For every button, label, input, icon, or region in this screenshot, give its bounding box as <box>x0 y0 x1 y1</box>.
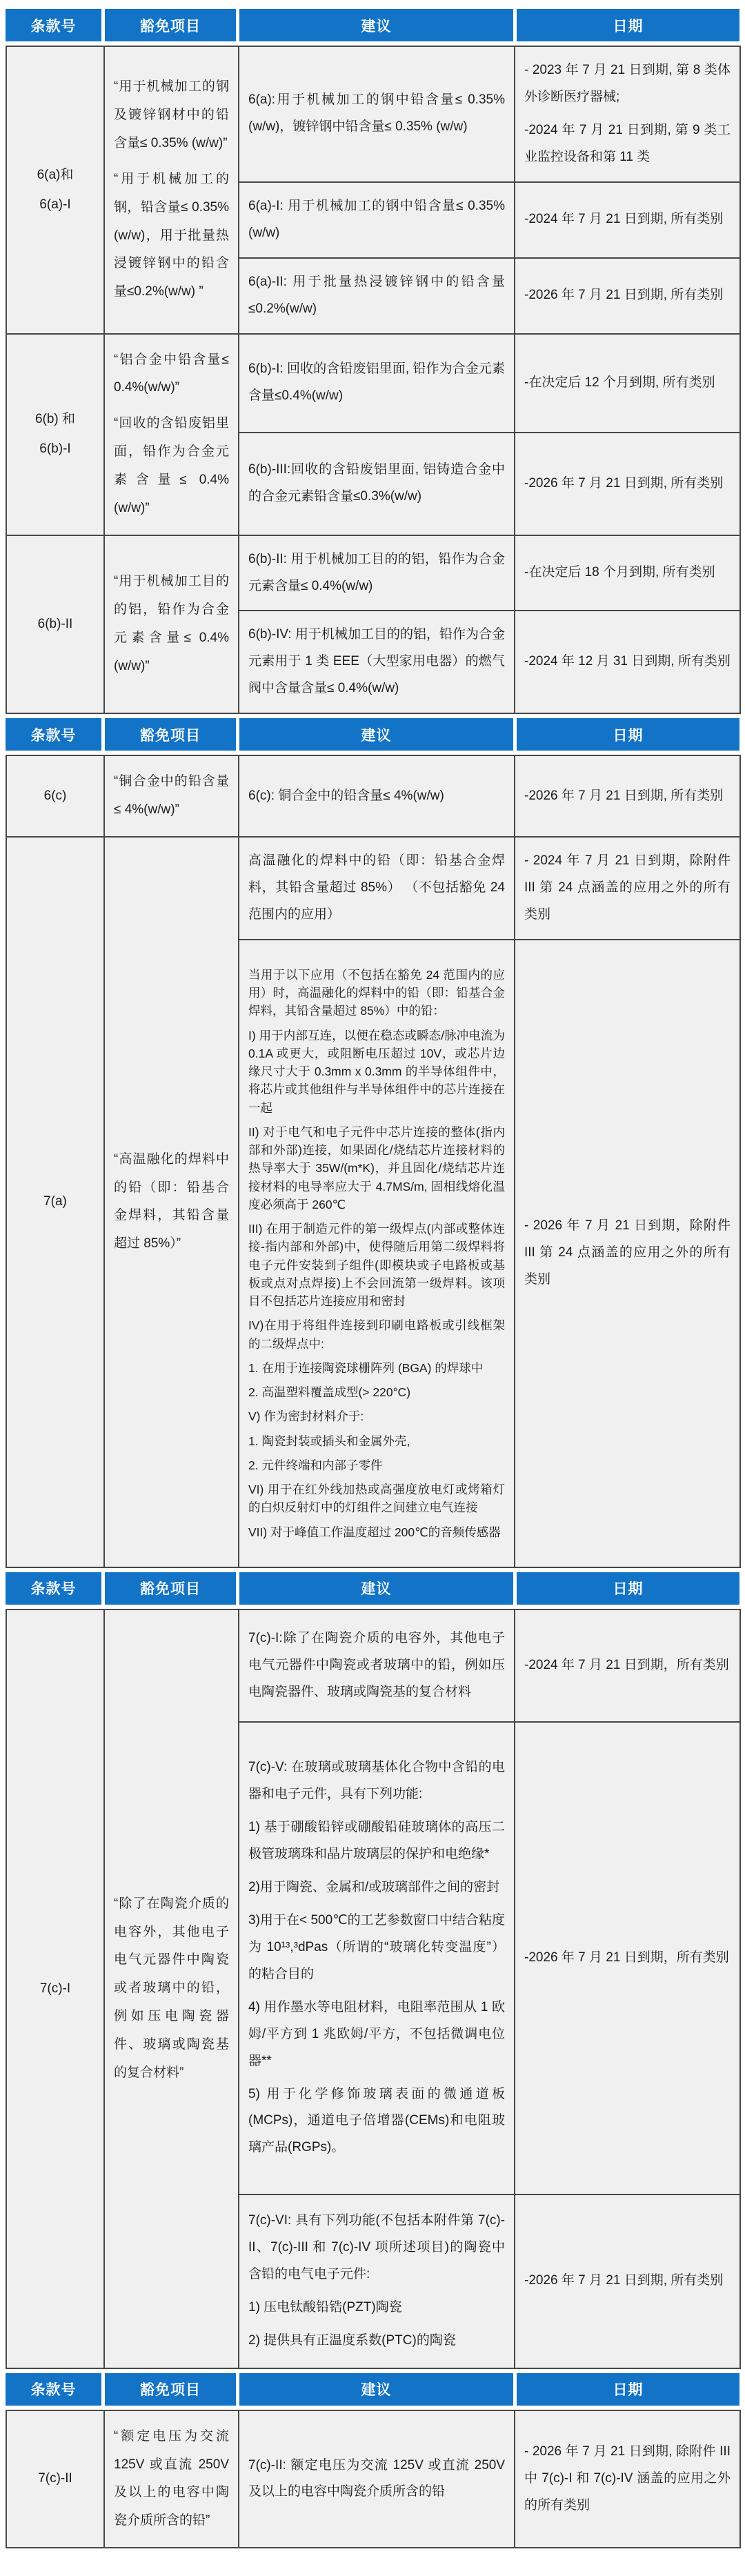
suggestion-text: VII) 对于峰值工作温度超过 200℃的音频传感器 <box>248 1525 501 1539</box>
exemption-text: “额定电压为交流 125V 或直流 250V 及以上的电容中陶瓷介质所含的铅” <box>114 2428 229 2528</box>
header-suggestion: 建议 <box>239 718 513 751</box>
table-row <box>6 535 740 611</box>
exemption-text: “铜合金中的铅含量≤ 4%(w/w)” <box>114 774 229 818</box>
suggestion-text: 2. 元件终端和内部子零件 <box>248 1458 383 1472</box>
date-text: -在决定后 18 个月到期, 所有类别 <box>524 565 715 580</box>
suggestion-cell <box>239 755 515 837</box>
date-cell <box>515 433 740 535</box>
suggestion-text: 6(a):用于机械加工的钢中铅含量≤ 0.35% (w/w)，镀锌钢中铅含量≤ 0.35% (w/w) <box>248 92 505 135</box>
table-row <box>6 837 740 940</box>
exemption-cell <box>104 2410 239 2548</box>
article-cell <box>6 837 104 1567</box>
suggestion-text: 1. 陶瓷封装或插头和金属外壳, <box>248 1434 410 1448</box>
table-row <box>6 334 740 433</box>
header-article: 条款号 <box>6 9 101 41</box>
suggestion-text: 2) 提供具有正温度系数(PTC)的陶瓷 <box>248 2333 456 2348</box>
exemption-cell <box>104 1609 239 2368</box>
header-date: 日期 <box>517 2373 739 2406</box>
article-cell <box>6 755 104 837</box>
date-text: - 2026 年 7 月 21 日到期, 除附件 III 中 7(c)-I 和 7(c)-IV 涵盖的应用之外的所有类别 <box>524 2444 731 2513</box>
suggestion-text: 6(c): 铜合金中的铅含量≤ 4%(w/w) <box>248 788 444 803</box>
date-text: -2024 年 7 月 21 日到期, 所有类别 <box>524 212 724 227</box>
article-cell <box>6 46 104 334</box>
suggestion-text: 6(a)-II: 用于批量热浸镀锌钢中的铅含量 ≤0.2%(w/w) <box>248 274 505 316</box>
suggestion-text: 7(c)-VI: 具有下列功能(不包括本附件第 7(c)-II、7(c)-III 和 7(c)-IV 项所述项目)的陶瓷中含铅的电气电子元件: <box>248 2213 505 2282</box>
date-text: -2026 年 7 月 21 日到期, 所有类别 <box>524 2273 724 2288</box>
date-cell <box>515 46 740 182</box>
date-cell <box>515 940 740 1567</box>
date-cell <box>515 258 740 334</box>
header-date: 日期 <box>517 718 739 751</box>
suggestion-text: 当用于以下应用（不包括在豁免 24 范围内的应用）时，高温融化的焊料中的铅（即：铅基合金焊料，其铅含量超过 85%）中的铅： <box>248 967 505 1018</box>
table-6c-7a <box>6 755 741 1568</box>
date-cell <box>515 611 740 713</box>
exemption-text: “回收的含铅废铝里面，铅作为合金元素含量≤ 0.4%(w/w)” <box>114 416 229 515</box>
header-suggestion: 建议 <box>239 2373 513 2406</box>
suggestion-text: V) 作为密封材料介于: <box>248 1409 364 1424</box>
date-cell <box>515 1722 740 2194</box>
suggestion-cell <box>239 334 515 433</box>
date-text: -2026 年 7 月 21 日到期，所有类别 <box>524 1950 729 1965</box>
table-row <box>6 46 740 182</box>
header-date: 日期 <box>517 9 739 41</box>
date-text: - 2023 年 7 月 21 日到期, 第 8 类体外诊断医疗器械; <box>524 63 731 104</box>
suggestion-text: 2. 高温塑料覆盖成型(> 220°C) <box>248 1385 411 1399</box>
header-date: 日期 <box>517 1572 739 1605</box>
suggestion-text: 1. 在用于连接陶瓷球栅阵列 (BGA) 的焊球中 <box>248 1360 484 1375</box>
suggestion-text: 6(a)-I: 用于机械加工的钢中铅含量≤ 0.35% (w/w) <box>248 198 505 240</box>
date-cell <box>515 334 740 433</box>
exemption-cell <box>104 535 239 714</box>
article-cell <box>6 334 104 535</box>
table-6a-6b <box>6 46 741 714</box>
exemption-text: “高温融化的焊料中的铅（即：铅基合金焊料，其铅含量超过 85%）” <box>114 1151 229 1251</box>
suggestion-cell <box>239 611 515 713</box>
exemption-text: “用于机械加工目的的铝，铅作为合金元素含量≤ 0.4%(w/w)” <box>114 574 229 673</box>
header-exemption: 豁免项目 <box>105 1572 236 1605</box>
suggestion-cell <box>239 433 515 535</box>
exemption-text: “用于机械加工的钢及镀锌钢材中的铅含量≤ 0.35% (w/w)” <box>114 79 229 151</box>
article-line: 6(b)-I <box>39 442 71 457</box>
suggestion-cell <box>239 837 515 940</box>
article-cell <box>6 535 104 714</box>
suggestion-cell <box>239 258 515 334</box>
column-header-band <box>6 1572 739 1605</box>
suggestion-cell <box>239 2410 515 2548</box>
article-line: 6(b) 和 <box>34 412 76 427</box>
suggestion-cell <box>239 46 515 182</box>
date-cell <box>515 2194 740 2368</box>
suggestion-text: 1) 基于硼酸铅锌或硼酸铅硅玻璃体的高压二极管玻璃珠和晶片玻璃层的保护和电绝缘* <box>248 1820 505 1861</box>
date-cell <box>515 2410 740 2548</box>
table-row <box>6 2410 740 2548</box>
suggestion-cell <box>239 2194 515 2368</box>
table-7c2 <box>6 2410 741 2548</box>
suggestion-cell <box>239 1722 515 2194</box>
header-suggestion: 建议 <box>239 9 513 41</box>
column-header-band <box>6 718 739 751</box>
header-exemption: 豁免项目 <box>105 9 236 41</box>
suggestion-text: III) 在用于制造元件的第一级焊点(内部或整体连接-指内部和外部)中，使得随后用第二级焊料将电子元件安装到子组件(即模块或子电路板或基板或点对点焊接)上不会回流第一级焊料。该项目不包括芯片连接应用和密封 <box>248 1222 505 1308</box>
exemption-cell <box>104 334 239 535</box>
date-text: -在决定后 12 个月到期, 所有类别 <box>524 375 715 390</box>
suggestion-text: 7(c)-II: 额定电压为交流 125V 或直流 250V 及以上的电容中陶瓷介质所含的铅 <box>248 2457 505 2499</box>
exemption-text: “除了在陶瓷介质的电容外，其他电子电气元器件中陶瓷或者玻璃中的铅，例如压电陶瓷器件、玻璃或陶瓷基的复合材料” <box>114 1896 229 2080</box>
suggestion-cell <box>239 535 515 611</box>
suggestion-text: 6(b)-IV: 用于机械加工目的的铝，铅作为合金元素用于 1 类 EEE（大型家用电器）的燃气阀中含量含量≤ 0.4%(w/w) <box>248 627 505 696</box>
suggestion-text: 7(c)-I:除了在陶瓷介质的电容外，其他电子电气元器件中陶瓷或者玻璃中的铅，例如压电陶瓷器件、玻璃或陶瓷基的复合材料 <box>248 1630 505 1699</box>
suggestion-text: 2)用于陶瓷、金属和/或玻璃部件之间的密封 <box>248 1879 500 1894</box>
suggestion-cell <box>239 182 515 258</box>
suggestion-text: VI) 用于在红外线加热或高强度放电灯或烤箱灯的白炽反射灯中的灯组件之间建立电气连接 <box>248 1483 505 1515</box>
header-article: 条款号 <box>6 2373 101 2406</box>
suggestion-text: 5) 用于化学修饰玻璃表面的微通道板(MCPs)，通道电子倍增器(CEMs)和电阻玻璃产品(RGPs)。 <box>248 2086 505 2155</box>
date-text: -2026 年 7 月 21 日到期, 所有类别 <box>524 288 724 303</box>
suggestion-text: 6(b)-III:回收的含铅废铝里面, 铝铸造合金中的合金元素铅含量≤0.3%(w/w) <box>248 462 505 504</box>
date-cell <box>515 837 740 940</box>
column-header-band <box>6 9 739 41</box>
article-cell <box>6 1609 104 2368</box>
article-line: 6(a)-I <box>39 197 71 212</box>
date-text: -2026 年 7 月 21 日到期, 所有类别 <box>524 475 724 491</box>
article-line: 6(c) <box>43 789 67 804</box>
exemption-text: “铝合金中铅含量≤ 0.4%(w/w)” <box>114 352 229 395</box>
table-7c1 <box>6 1609 741 2369</box>
suggestion-text: 7(c)-V: 在玻璃或玻璃基体化合物中含铅的电器和电子元件，具有下列功能: <box>248 1760 505 1802</box>
article-cell <box>6 2410 104 2548</box>
article-line: 6(b)-II <box>37 616 73 631</box>
header-article: 条款号 <box>6 718 101 751</box>
header-exemption: 豁免项目 <box>105 718 236 751</box>
column-header-band <box>6 2373 739 2406</box>
suggestion-text: 4) 用作墨水等电阻材料，电阻率范围从 1 欧姆/平方到 1 兆欧姆/平方，不包括微调电位器** <box>248 1999 505 2068</box>
suggestion-text: 1) 压电钛酸铅锆(PZT)陶瓷 <box>248 2300 402 2315</box>
header-article: 条款号 <box>6 1572 101 1605</box>
date-text: -2024 年 7 月 21 日到期，所有类别 <box>524 1657 729 1672</box>
header-exemption: 豁免项目 <box>105 2373 236 2406</box>
suggestion-text: II) 对于电气和电子元件中芯片连接的整体(指内部和外部)连接，如果固化/烧结芯片连接材料的热导率大于 35W/(m*K)，并且固化/烧结芯片连接材料的电导率应大于 4.7MS/m, 固相线熔化温度必须高于 260℃ <box>248 1124 505 1211</box>
suggestion-text: 6(b)-I: 回收的含铅废铝里面, 铅作为合金元素含量≤0.4%(w/w) <box>248 361 505 404</box>
suggestion-text: 6(b)-II: 用于机械加工目的的铝，铅作为合金元素含量≤ 0.4%(w/w) <box>248 551 505 593</box>
date-text: - 2026 年 7 月 21 日到期，除附件 III 第 24 点涵盖的应用之外的所有类别 <box>524 1218 731 1287</box>
exemption-cell <box>104 755 239 837</box>
suggestion-text: IV)在用于将组件连接到印刷电路板或引线框架的二级焊点中: <box>248 1318 505 1351</box>
date-text: -2024 年 12 月 31 日到期, 所有类别 <box>524 654 731 669</box>
date-cell <box>515 535 740 611</box>
table-row <box>6 755 740 837</box>
suggestion-cell <box>239 1609 515 1722</box>
date-cell <box>515 182 740 258</box>
article-line: 6(a)和 <box>37 167 74 182</box>
suggestion-cell <box>239 940 515 1567</box>
exemption-cell <box>104 46 239 334</box>
exemption-text: “用于机械加工的钢，铅含量≤ 0.35% (w/w)，用于批量热浸镀锌钢中的铅含量≤0.2%(w/w) ” <box>114 171 229 299</box>
suggestion-text: I) 用于内部互连，以便在稳态或瞬态/脉冲电流为 0.1A 或更大，或阻断电压超过 10V，或芯片边缘尺寸大于 0.3mm x 0.3mm 的半导体组件中，将芯片或其他组件与半导体组件中的芯片连接在一起 <box>248 1028 505 1115</box>
date-text: -2024 年 7 月 21 日到期, 第 9 类工业监控设备和第 11 类 <box>524 122 731 164</box>
suggestion-text: 3)用于在< 500℃的工艺参数窗口中结合粘度为 10¹³,³dPas（所谓的“玻璃化转变温度”）的粘合目的 <box>248 1912 505 1981</box>
table-row <box>6 1609 740 1722</box>
article-line: 7(a) <box>43 1194 67 1209</box>
exemption-cell <box>104 837 239 1567</box>
article-line: 7(c)-I <box>39 1981 71 1996</box>
header-suggestion: 建议 <box>239 1572 513 1605</box>
date-cell <box>515 755 740 837</box>
date-text: -2026 年 7 月 21 日到期, 所有类别 <box>524 788 724 803</box>
date-text: - 2024 年 7 月 21 日到期，除附件 III 第 24 点涵盖的应用之外的所有类别 <box>524 853 731 922</box>
article-line: 7(c)-II <box>38 2471 72 2486</box>
date-cell <box>515 1609 740 1722</box>
suggestion-text: 高温融化的焊料中的铅（即：铅基合金焊料，其铅含量超过 85%） （不包括豁免 24 范围内的应用） <box>248 853 505 922</box>
